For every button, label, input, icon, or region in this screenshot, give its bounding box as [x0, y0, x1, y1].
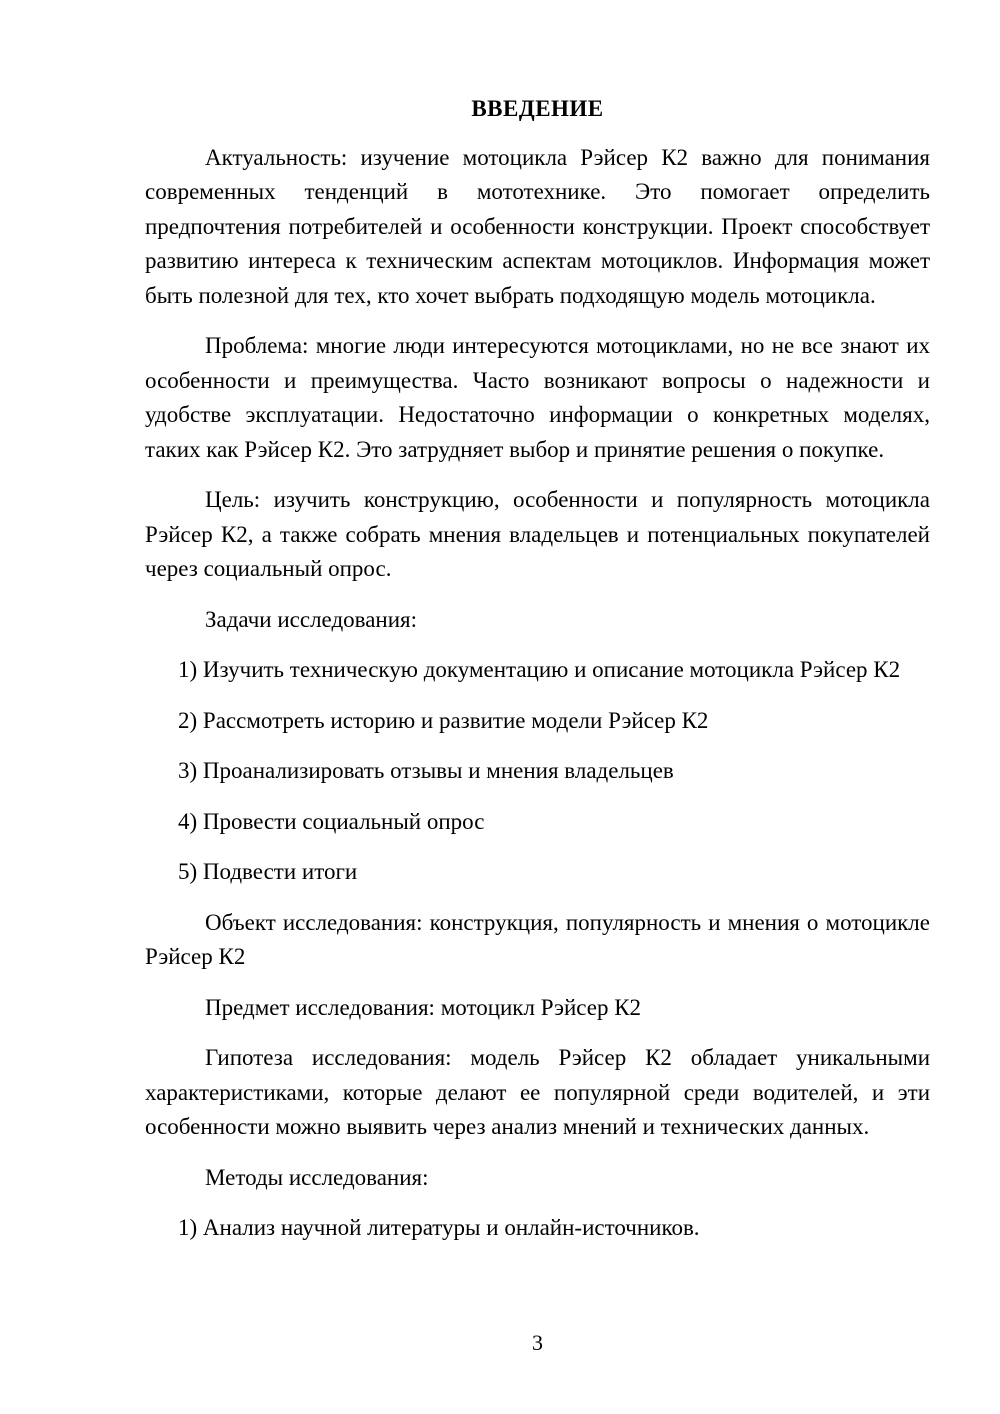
- list-item-2: 2) Рассмотреть историю и развитие модели Рэйсер К2: [178, 707, 709, 733]
- paragraph-problema: Проблема: многие люди интересуются мотоциклами, но не все знают их особенности и преимущества. Часто возникают вопросы о надежности и удобстве эксплуатации. Недостаточно информации о конкретных моделях, таких как Рэйсер К2. Это затрудняет выбор и принятие решения о покупке.: [145, 333, 930, 462]
- page-title-text: ВВЕДЕНИЕ: [471, 96, 604, 121]
- list-item-methods-1: 1) Анализ научной литературы и онлайн-источников.: [178, 1215, 700, 1240]
- paragraph-predmet: Предмет исследования: мотоцикл Рэйсер К2: [205, 994, 642, 1020]
- paragraph-cel: Цель: изучить конструкцию, особенности и популярность мотоцикла Рэйсер К2, а также собрать мнения владельцев и потенциальных покупателей через социальный опрос.: [145, 487, 930, 581]
- paragraph-metody-heading: Методы исследования:: [205, 1164, 429, 1190]
- paragraph-zadachi-heading: Задачи исследования:: [205, 606, 418, 632]
- list-item-5: 5) Подвести итоги: [178, 859, 358, 884]
- list-item-1: 1) Изучить техническую документацию и описание мотоцикла Рэйсер К2: [178, 657, 901, 682]
- page-title: [145, 92, 930, 127]
- paragraph-aktualnost: Актуальность: изучение мотоцикла Рэйсер К2 важно для понимания современных тенденций в мототехнике. Это помогает определить предпочтения потребителей и особенности конструкции. Проект способствует развитию интереса к техническим аспектам мотоциклов. Информация может быть полезной для тех, кто хочет выбрать подходящую модель мотоцикла.: [145, 144, 930, 308]
- paragraph-gipoteza: Гипотеза исследования: модель Рэйсер К2 обладает уникальными характеристиками, которые делают ее популярной среди водителей, и эти особенности можно выявить через анализ мнений и технических данных.: [145, 1045, 930, 1139]
- page-number: 3: [532, 1329, 543, 1355]
- paragraph-obekt: Объект исследования: конструкция, популярность и мнения о мотоцикле Рэйсер К2: [145, 909, 930, 969]
- list-item-4: 4) Провести социальный опрос: [178, 808, 485, 834]
- list-item-3: 3) Проанализировать отзывы и мнения владельцев: [178, 758, 674, 783]
